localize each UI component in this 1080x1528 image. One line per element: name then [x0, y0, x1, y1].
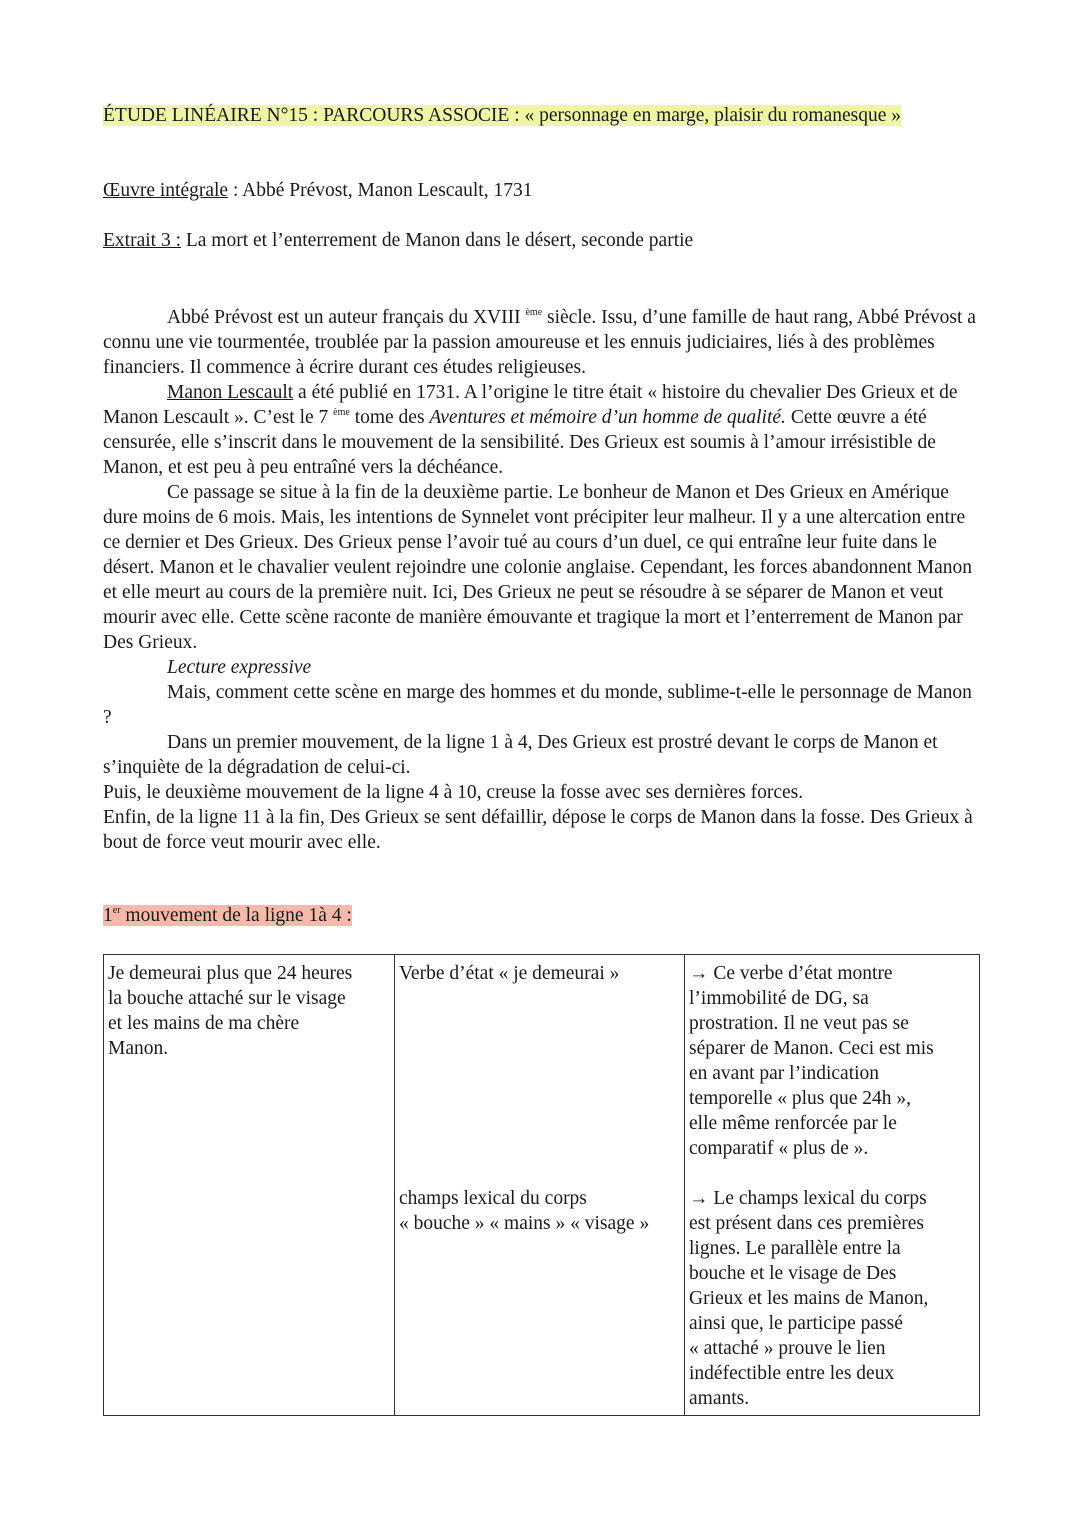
- analysis-line: → Ce verbe d’état montre: [689, 963, 893, 984]
- quote-line: Je demeurai plus que 24 heures: [108, 963, 353, 984]
- oeuvre-value: : Abbé Prévost, Manon Lescault, 1731: [228, 180, 533, 201]
- work-text-b: tome des: [349, 407, 430, 428]
- analysis-line: est présent dans ces premières: [689, 1213, 924, 1234]
- work-text-a: a été publié en 1731. A l’origine le titre était « histoire du chevalier Des Grieux et de Manon Lescault ». C’est le 7: [103, 382, 958, 428]
- lecture-label: Lecture expressive: [167, 657, 312, 678]
- procede-line: champs lexical du corps: [399, 1188, 587, 1209]
- spacer: [399, 1036, 680, 1061]
- spacer: [399, 986, 680, 1011]
- intro-paragraph-work: [103, 380, 978, 480]
- work-text-c: Cette œuvre a été censurée, elle s’inscrit dans le mouvement de la sensibilité. Des Grieux est soumis à l’amour irrésistible de Manon, et est peu à peu entraîné vers la déchéance.: [103, 407, 936, 478]
- spacer: [399, 1111, 680, 1136]
- heading-number: 1: [103, 905, 113, 926]
- oeuvre-label: Œuvre intégrale: [103, 180, 229, 201]
- analysis-line: séparer de Manon. Ceci est mis: [689, 1038, 934, 1059]
- analysis-line: l’immobilité de DG, sa: [689, 988, 869, 1009]
- plan-movement-1: Dans un premier mouvement, de la ligne 1 à 4, Des Grieux est prostré devant le corps de Manon et s’inquiète de la dégradation de celui-ci.: [103, 732, 938, 778]
- analysis-line: indéfectible entre les deux: [689, 1363, 895, 1384]
- analysis-line: bouche et le visage de Des: [689, 1263, 897, 1284]
- analysis-line: « attaché » prouve le lien: [689, 1338, 886, 1359]
- intro-paragraph-context: Ce passage se situe à la fin de la deuxième partie. Le bonheur de Manon et Des Grieux en Amérique dure moins de 6 mois. Mais, les intentions de Synnelet vont précipiter leur malheur. Il y a une altercation entre ce dernier et Des Grieux. Des Grieux pense l’avoir tué au cours d’un duel, ce qui entraîne leur fuite dans le désert. Manon et le chavalier veulent rejoindre une colonie anglaise. Cependant, les forces abandonnent Manon et elle meurt au cours de la première nuit. Ici, Des Grieux ne peut se résoudre à se séparer de Manon et veut mourir avec elle. Cette scène raconte de manière émouvante et tragique la mort et l’enterrement de Manon par Des Grieux.: [103, 482, 973, 653]
- extrait-label: Extrait 3 :: [103, 230, 181, 251]
- plan-movement-2: Puis, le deuxième mouvement de la ligne 4 à 10, creuse la fosse avec ses dernières forces.: [103, 782, 804, 803]
- spacer: [399, 1136, 680, 1161]
- quote-cell: [104, 955, 395, 1416]
- plan-movement-3: Enfin, de la ligne 11 à la fin, Des Grieux se sent défaillir, dépose le corps de Manon dans la fosse. Des Grieux à bout de force veut mourir avec elle.: [103, 807, 973, 853]
- analysis-line: comparatif « plus de ».: [689, 1138, 869, 1159]
- work-collection-title: Aventures et mémoire d’un homme de qualité.: [429, 407, 786, 428]
- analysis-line: en avant par l’indication: [689, 1063, 880, 1084]
- spacer: [399, 1061, 680, 1086]
- quote-line: et les mains de ma chère: [108, 1013, 300, 1034]
- movement-1-heading: [103, 903, 352, 928]
- movement-1-highlight: [103, 905, 352, 926]
- table-row: [104, 955, 980, 1416]
- procede-line: Verbe d’état « je demeurai »: [399, 963, 620, 984]
- extrait-value: La mort et l’enterrement de Manon dans le désert, seconde partie: [180, 230, 694, 251]
- tome-sup: ème: [333, 407, 350, 418]
- spacer: [399, 1086, 680, 1111]
- author-text-a: Abbé Prévost est un auteur français du XVIII: [167, 307, 526, 328]
- intro-paragraph-author: [103, 305, 978, 380]
- analysis-cell: [685, 955, 980, 1416]
- analysis-line: Grieux et les mains de Manon,: [689, 1288, 929, 1309]
- quote-line: la bouche attaché sur le visage: [108, 988, 346, 1009]
- work-title: Manon Lescault: [167, 382, 294, 403]
- heading-sup: er: [112, 905, 121, 916]
- lecture-expressive: [103, 655, 978, 680]
- title-highlight: ÉTUDE LINÉAIRE N°15 : PARCOURS ASSOCIE : « personnage en marge, plaisir du romanesque »: [103, 105, 902, 126]
- introduction: [103, 305, 978, 855]
- oeuvre-line: [103, 178, 532, 203]
- problematique: Mais, comment cette scène en marge des hommes et du monde, sublime-t-elle le personnage de Manon ?: [103, 682, 972, 728]
- spacer: [689, 1161, 975, 1186]
- author-text-b: siècle. Issu, d’une famille de haut rang, Abbé Prévost a connu une vie tourmentée, troublée par la passion amoureuse et les ennuis judiciaires, liés à des problèmes financiers. Il commence à écrire durant ces études religieuses.: [103, 307, 976, 378]
- analysis-table: [103, 954, 980, 1416]
- analysis-line: amants.: [689, 1388, 750, 1409]
- quote-line: Manon.: [108, 1038, 169, 1059]
- century-sup: ème: [525, 307, 543, 318]
- extrait-line: [103, 228, 693, 253]
- analysis-line: → Le champs lexical du corps: [689, 1188, 927, 1209]
- procede-cell: [395, 955, 685, 1416]
- analysis-line: ainsi que, le participe passé: [689, 1313, 903, 1334]
- analysis-line: elle même renforcée par le: [689, 1113, 897, 1134]
- spacer: [399, 1011, 680, 1036]
- heading-text: mouvement de la ligne 1à 4 :: [120, 905, 352, 926]
- analysis-line: temporelle « plus que 24h »,: [689, 1088, 912, 1109]
- procede-line: « bouche » « mains » « visage »: [399, 1213, 650, 1234]
- document-title: [103, 103, 903, 128]
- analysis-line: lignes. Le parallèle entre la: [689, 1238, 901, 1259]
- analysis-line: prostration. Il ne veut pas se: [689, 1013, 909, 1034]
- spacer: [399, 1161, 680, 1186]
